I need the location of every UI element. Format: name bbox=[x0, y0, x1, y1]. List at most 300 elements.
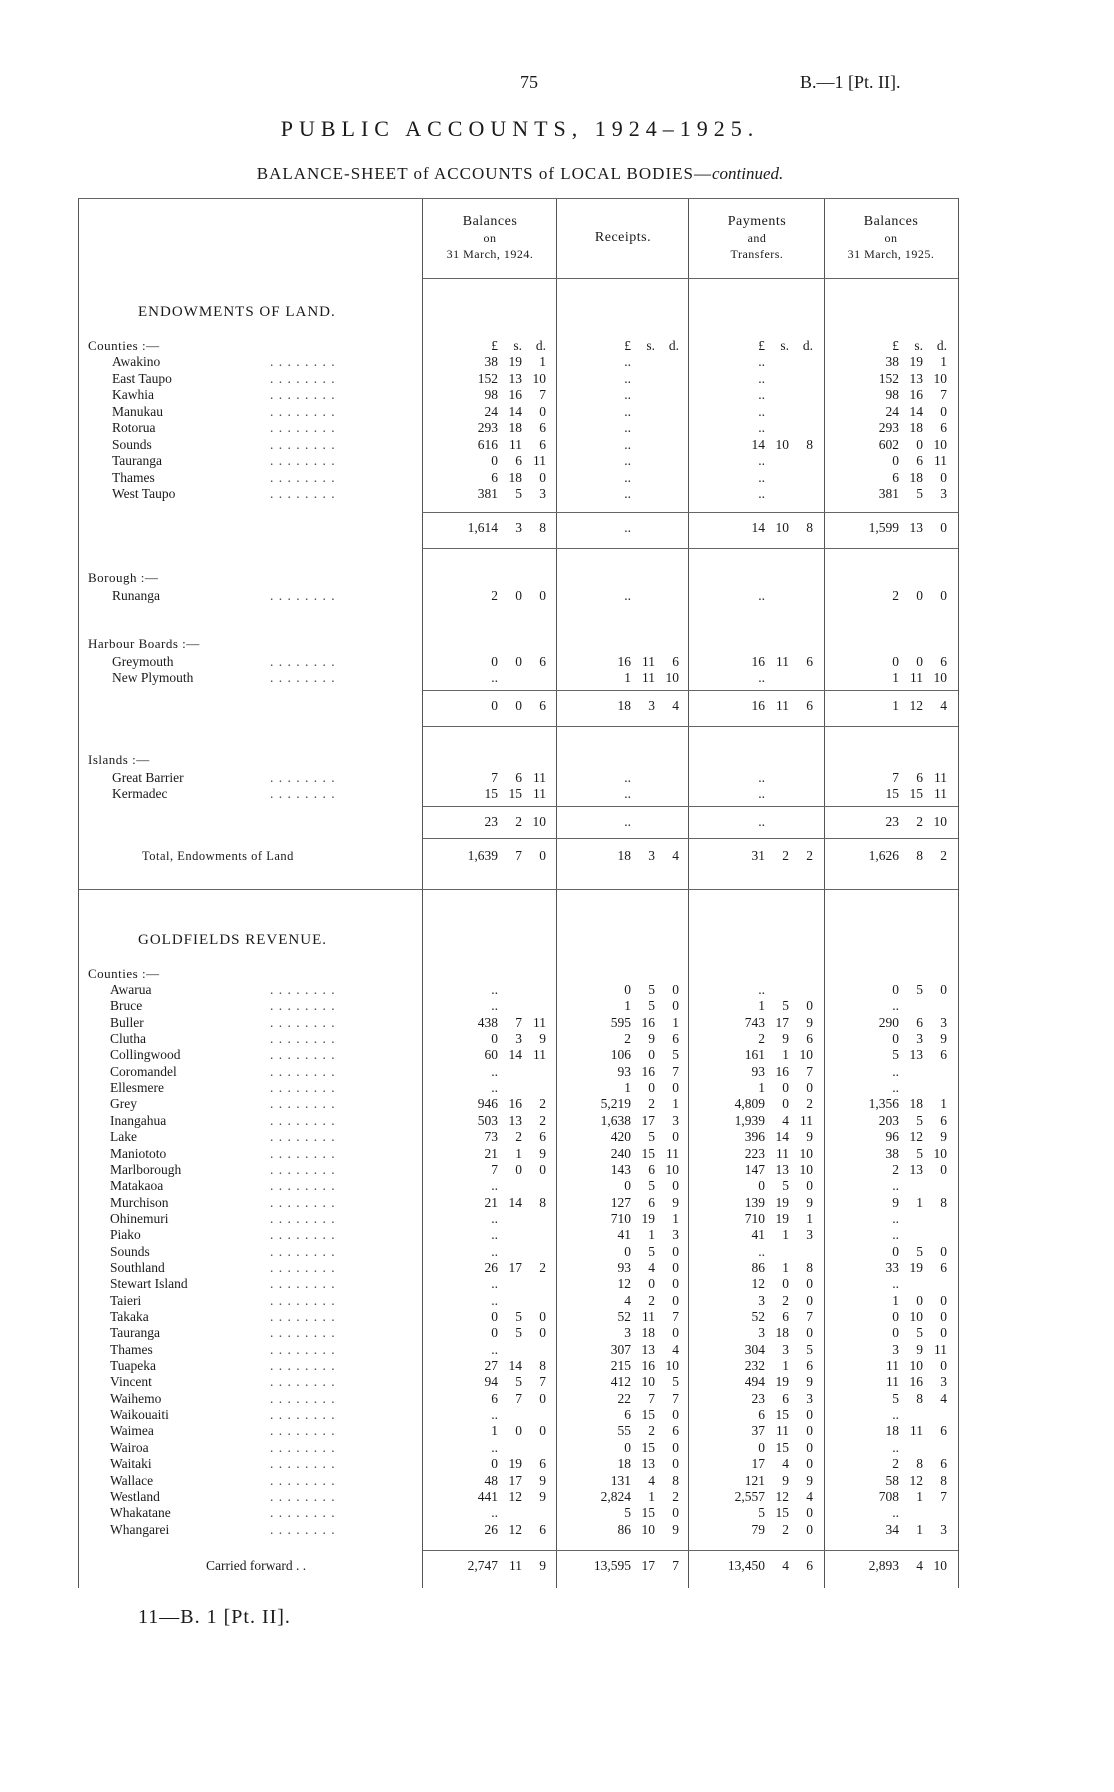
pounds-value: 18 bbox=[617, 1456, 631, 1472]
leader-dots: . . . . . . . . bbox=[270, 1129, 336, 1145]
pounds-value: .. bbox=[491, 1505, 498, 1521]
money-cell bbox=[826, 786, 956, 802]
pence-value: 9 bbox=[672, 1521, 679, 1537]
pence-value: 3 bbox=[940, 486, 947, 501]
subtotal-bottom-rule bbox=[422, 726, 958, 727]
pounds-value: 203 bbox=[878, 1112, 899, 1128]
pounds-value: 27 bbox=[484, 1358, 498, 1374]
shillings-value: 2 bbox=[648, 1423, 655, 1439]
goldfields-county-row bbox=[0, 1244, 1000, 1260]
money-cell bbox=[558, 1473, 688, 1489]
money-cell bbox=[558, 371, 688, 387]
pence-value: 6 bbox=[806, 698, 813, 713]
row-label: Grey bbox=[110, 1096, 137, 1112]
pounds-value: 412 bbox=[610, 1374, 631, 1390]
shillings-value: 15 bbox=[641, 1505, 655, 1521]
row-label: Murchison bbox=[110, 1194, 169, 1210]
goldfields-county-row bbox=[0, 1407, 1000, 1423]
pounds-value: 139 bbox=[744, 1194, 765, 1210]
pounds-value: .. bbox=[624, 403, 631, 419]
money-cell bbox=[424, 1096, 556, 1112]
row-label: Sounds bbox=[110, 1243, 150, 1259]
pounds-value: .. bbox=[892, 998, 899, 1014]
pounds-value: 17 bbox=[751, 1456, 765, 1472]
pence-value: 6 bbox=[539, 436, 546, 452]
row-label: Thames bbox=[110, 1341, 153, 1357]
pence-value: 10 bbox=[933, 814, 947, 829]
pence-value: 0 bbox=[672, 1178, 679, 1194]
leader-dots: . . . . . . . . bbox=[270, 770, 336, 785]
units-cell bbox=[826, 338, 956, 354]
money-cell bbox=[558, 1031, 688, 1047]
goldfields-county-row bbox=[0, 1309, 1000, 1325]
shillings-value: 6 bbox=[648, 1194, 655, 1210]
unit-label: s. bbox=[780, 338, 789, 353]
pounds-value: 37 bbox=[751, 1423, 765, 1439]
shillings-value: 2 bbox=[648, 1096, 655, 1112]
pounds-value: 73 bbox=[484, 1129, 498, 1145]
pounds-value: 16 bbox=[751, 698, 765, 713]
pounds-value: 710 bbox=[744, 1210, 765, 1226]
shillings-value: 5 bbox=[648, 998, 655, 1014]
pounds-value: 2,893 bbox=[868, 1558, 899, 1573]
row-label: Runanga bbox=[112, 588, 160, 603]
shillings-value: 13 bbox=[775, 1161, 789, 1177]
shillings-value: 16 bbox=[775, 1063, 789, 1079]
pence-value: 8 bbox=[672, 1472, 679, 1488]
shillings-value: 2 bbox=[648, 1292, 655, 1308]
row-label: Awakino bbox=[112, 354, 161, 369]
pence-value: 7 bbox=[806, 1309, 813, 1324]
shillings-value: 0 bbox=[782, 1096, 789, 1112]
shillings-value: 7 bbox=[515, 848, 522, 863]
money-cell bbox=[424, 654, 556, 670]
harbour-boards-label: Harbour Boards :— bbox=[88, 636, 200, 651]
pounds-value: .. bbox=[624, 370, 631, 386]
column-header-col3 bbox=[690, 214, 824, 262]
money-cell bbox=[826, 1047, 956, 1063]
pounds-value: 14 bbox=[751, 520, 765, 535]
pence-value: 4 bbox=[672, 698, 679, 713]
pounds-value: .. bbox=[624, 588, 631, 603]
pounds-value: 6 bbox=[892, 469, 899, 485]
leader-dots: . . . . . . . . bbox=[270, 1423, 336, 1439]
pounds-value: 0 bbox=[491, 1325, 498, 1341]
county-row bbox=[0, 387, 1000, 403]
shillings-value: 16 bbox=[508, 387, 522, 402]
shillings-value: 10 bbox=[775, 436, 789, 452]
pounds-value: .. bbox=[624, 453, 631, 468]
shillings-value: 3 bbox=[515, 520, 522, 535]
row-label: Tuapeka bbox=[110, 1358, 156, 1374]
shillings-value: 15 bbox=[775, 1407, 789, 1423]
shillings-value: 9 bbox=[916, 1341, 923, 1357]
goldfields-county-row bbox=[0, 1178, 1000, 1194]
pounds-value: 1 bbox=[624, 1080, 631, 1096]
shillings-value: 9 bbox=[648, 1031, 655, 1047]
money-cell bbox=[424, 387, 556, 403]
row-label: Takaka bbox=[110, 1309, 149, 1324]
pounds-value: 0 bbox=[491, 1309, 498, 1324]
pounds-value: 232 bbox=[744, 1358, 765, 1374]
shillings-value: 12 bbox=[508, 1488, 522, 1504]
pence-value: 0 bbox=[672, 1505, 679, 1521]
pence-value: 0 bbox=[539, 1390, 546, 1406]
shillings-value: 13 bbox=[508, 370, 522, 386]
row-label: Wairoa bbox=[110, 1439, 149, 1455]
pounds-value: 2,824 bbox=[600, 1488, 631, 1504]
shillings-value: 16 bbox=[641, 1063, 655, 1079]
shillings-value: 5 bbox=[515, 1325, 522, 1341]
pence-value: 6 bbox=[940, 1047, 947, 1063]
pence-value: 1 bbox=[940, 1096, 947, 1112]
shillings-value: 0 bbox=[515, 698, 522, 713]
money-cell bbox=[558, 404, 688, 420]
row-label: Maniototo bbox=[110, 1145, 167, 1161]
header-line: Balances bbox=[462, 214, 518, 229]
pounds-value: .. bbox=[758, 420, 765, 435]
shillings-value: 5 bbox=[515, 1374, 522, 1390]
shillings-value: 10 bbox=[641, 1374, 655, 1390]
pounds-value: 0 bbox=[491, 1031, 498, 1047]
subtotal-rule bbox=[422, 512, 958, 513]
shillings-value: 4 bbox=[782, 1456, 789, 1472]
money-cell bbox=[826, 1178, 956, 1194]
money-cell bbox=[424, 698, 556, 714]
money-cell bbox=[558, 1374, 688, 1390]
leader-dots: . . . . . . . . bbox=[270, 420, 336, 435]
pence-value: 9 bbox=[539, 1488, 546, 1504]
shillings-value: 1 bbox=[648, 1227, 655, 1243]
money-cell bbox=[826, 1374, 956, 1390]
money-cell bbox=[690, 982, 824, 998]
row-label: Bruce bbox=[110, 998, 143, 1014]
pounds-value: 240 bbox=[610, 1145, 631, 1161]
money-cell bbox=[558, 1440, 688, 1456]
pence-value: 2 bbox=[806, 1096, 813, 1112]
shillings-value: 3 bbox=[648, 848, 655, 863]
county-row bbox=[0, 486, 1000, 502]
shillings-value: 4 bbox=[648, 1259, 655, 1275]
pence-value: 0 bbox=[672, 1259, 679, 1275]
goldfields-county-row bbox=[0, 1227, 1000, 1243]
money-cell bbox=[558, 1146, 688, 1162]
pounds-value: .. bbox=[491, 1080, 498, 1096]
money-cell bbox=[558, 1260, 688, 1276]
pence-value: 3 bbox=[806, 1390, 813, 1406]
money-cell bbox=[424, 1227, 556, 1243]
pence-value: 0 bbox=[672, 998, 679, 1014]
pounds-value: 2 bbox=[892, 588, 899, 603]
shillings-value: 6 bbox=[515, 453, 522, 468]
shillings-value: 15 bbox=[775, 1505, 789, 1521]
money-cell bbox=[826, 1325, 956, 1341]
leader-dots: . . . . . . . . bbox=[270, 1488, 336, 1504]
money-cell bbox=[826, 470, 956, 486]
pence-value: 7 bbox=[806, 1063, 813, 1079]
money-cell bbox=[690, 470, 824, 486]
pounds-value: .. bbox=[758, 670, 765, 685]
pounds-value: 3 bbox=[758, 1325, 765, 1341]
pence-value: 0 bbox=[940, 588, 947, 603]
pounds-value: 48 bbox=[484, 1472, 498, 1488]
goldfields-county-row bbox=[0, 1047, 1000, 1063]
shillings-value: 12 bbox=[909, 1129, 923, 1145]
money-cell bbox=[558, 1047, 688, 1063]
pence-value: 9 bbox=[940, 1031, 947, 1047]
pounds-value: 0 bbox=[892, 1325, 899, 1341]
subtitle-main: BALANCE-SHEET of ACCOUNTS of LOCAL BODIES— bbox=[256, 164, 712, 183]
money-cell bbox=[690, 1293, 824, 1309]
pence-value: 0 bbox=[940, 520, 947, 535]
shillings-value: 5 bbox=[648, 1243, 655, 1259]
leader-dots: . . . . . . . . bbox=[270, 786, 336, 801]
pounds-value: 0 bbox=[624, 1439, 631, 1455]
pounds-value: .. bbox=[758, 1243, 765, 1259]
row-label: New Plymouth bbox=[112, 670, 194, 685]
pounds-value: 22 bbox=[617, 1390, 631, 1406]
pounds-value: 223 bbox=[744, 1145, 765, 1161]
row-label: East Taupo bbox=[112, 370, 172, 386]
money-cell bbox=[424, 470, 556, 486]
money-cell bbox=[424, 770, 556, 786]
pounds-value: .. bbox=[892, 1505, 899, 1521]
pence-value: 11 bbox=[934, 786, 947, 801]
carried-forward-label: Carried forward . . bbox=[206, 1558, 307, 1573]
money-cell bbox=[424, 670, 556, 686]
pence-value: 6 bbox=[539, 1521, 546, 1537]
pounds-value: 616 bbox=[477, 436, 498, 452]
row-label: Westland bbox=[110, 1488, 160, 1504]
pounds-value: 11 bbox=[886, 1358, 899, 1374]
money-cell bbox=[690, 1129, 824, 1145]
shillings-value: 17 bbox=[641, 1112, 655, 1128]
pence-value: 6 bbox=[539, 698, 546, 713]
pence-value: 0 bbox=[806, 1407, 813, 1423]
shillings-value: 15 bbox=[641, 1145, 655, 1161]
pence-value: 4 bbox=[940, 698, 947, 713]
leader-dots: . . . . . . . . bbox=[270, 1358, 336, 1374]
pence-value: 6 bbox=[539, 654, 546, 669]
money-cell bbox=[690, 1473, 824, 1489]
row-label: Kermadec bbox=[112, 786, 168, 801]
money-cell bbox=[558, 1244, 688, 1260]
money-cell bbox=[424, 1309, 556, 1325]
pence-value: 1 bbox=[539, 354, 546, 369]
page-number: 75 bbox=[520, 72, 538, 92]
pounds-value: 1 bbox=[892, 670, 899, 685]
money-cell bbox=[690, 1391, 824, 1407]
money-cell bbox=[558, 1505, 688, 1521]
row-label: Ellesmere bbox=[110, 1080, 164, 1096]
pence-value: 0 bbox=[539, 469, 546, 485]
pence-value: 9 bbox=[539, 1558, 546, 1573]
pounds-value: 1,356 bbox=[868, 1096, 899, 1112]
pence-value: 2 bbox=[539, 1112, 546, 1128]
money-cell bbox=[424, 404, 556, 420]
money-cell bbox=[424, 982, 556, 998]
pence-value: 7 bbox=[940, 387, 947, 402]
shillings-value: 0 bbox=[916, 654, 923, 669]
money-cell bbox=[826, 1309, 956, 1325]
money-cell bbox=[424, 998, 556, 1014]
money-cell bbox=[826, 1293, 956, 1309]
pence-value: 10 bbox=[933, 370, 947, 386]
shillings-value: 7 bbox=[515, 1390, 522, 1406]
pounds-value: 98 bbox=[885, 387, 899, 402]
money-cell bbox=[424, 1129, 556, 1145]
row-label: Whakatane bbox=[110, 1505, 171, 1521]
money-cell bbox=[690, 1015, 824, 1031]
header-line: Balances bbox=[863, 214, 919, 229]
pence-value: 8 bbox=[806, 520, 813, 535]
pounds-value: 2 bbox=[892, 1456, 899, 1472]
leader-dots: . . . . . . . . bbox=[270, 1505, 336, 1521]
goldfields-county-row bbox=[0, 1391, 1000, 1407]
pounds-value: .. bbox=[624, 387, 631, 402]
money-cell bbox=[558, 1558, 688, 1574]
pounds-value: 93 bbox=[617, 1259, 631, 1275]
shillings-value: 14 bbox=[508, 1358, 522, 1374]
table-top-rule bbox=[78, 198, 958, 199]
pounds-value: 16 bbox=[751, 654, 765, 669]
money-cell bbox=[424, 1211, 556, 1227]
money-cell bbox=[826, 1080, 956, 1096]
money-cell bbox=[558, 1456, 688, 1472]
shillings-value: 18 bbox=[909, 1096, 923, 1112]
money-cell bbox=[690, 404, 824, 420]
money-cell bbox=[690, 1260, 824, 1276]
harbour-row bbox=[0, 670, 1000, 686]
pence-value: 0 bbox=[940, 982, 947, 997]
money-cell bbox=[424, 1260, 556, 1276]
leader-dots: . . . . . . . . bbox=[270, 1080, 336, 1096]
money-cell bbox=[826, 420, 956, 436]
pounds-value: 0 bbox=[491, 698, 498, 713]
money-cell bbox=[424, 437, 556, 453]
pounds-value: 41 bbox=[751, 1227, 765, 1243]
pounds-value: 2 bbox=[758, 1031, 765, 1047]
pounds-value: 24 bbox=[885, 403, 899, 419]
pounds-value: 1,614 bbox=[467, 520, 498, 535]
pounds-value: 121 bbox=[744, 1472, 765, 1488]
money-cell bbox=[558, 387, 688, 403]
row-label: Stewart Island bbox=[110, 1276, 188, 1292]
county-row bbox=[0, 354, 1000, 370]
leader-dots: . . . . . . . . bbox=[270, 670, 336, 685]
shillings-value: 7 bbox=[648, 1390, 655, 1406]
money-cell bbox=[690, 998, 824, 1014]
money-cell bbox=[826, 371, 956, 387]
money-cell bbox=[558, 1293, 688, 1309]
shillings-value: 16 bbox=[641, 1358, 655, 1374]
shillings-value: 9 bbox=[782, 1472, 789, 1488]
money-cell bbox=[558, 420, 688, 436]
pence-value: 6 bbox=[806, 1031, 813, 1047]
pounds-value: .. bbox=[624, 520, 631, 535]
money-cell bbox=[558, 1407, 688, 1423]
pounds-value: 0 bbox=[758, 1178, 765, 1194]
shillings-value: 17 bbox=[508, 1259, 522, 1275]
shillings-value: 0 bbox=[782, 1276, 789, 1292]
shillings-value: 5 bbox=[782, 998, 789, 1014]
pounds-value: 38 bbox=[484, 354, 498, 369]
money-cell bbox=[558, 453, 688, 469]
pounds-value: 38 bbox=[885, 1145, 899, 1161]
money-cell bbox=[558, 654, 688, 670]
pounds-value: 7 bbox=[491, 1161, 498, 1177]
harbour-row bbox=[0, 654, 1000, 670]
money-cell bbox=[826, 1473, 956, 1489]
pounds-value: 26 bbox=[484, 1259, 498, 1275]
money-cell bbox=[690, 1558, 824, 1574]
pounds-value: 15 bbox=[885, 786, 899, 801]
shillings-value: 19 bbox=[909, 1259, 923, 1275]
pounds-value: 12 bbox=[751, 1276, 765, 1292]
goldfields-county-row bbox=[0, 1423, 1000, 1439]
pence-value: 6 bbox=[940, 1423, 947, 1439]
pence-value: 0 bbox=[806, 1325, 813, 1341]
pounds-value: .. bbox=[491, 1276, 498, 1292]
pounds-value: 0 bbox=[491, 1456, 498, 1472]
shillings-value: 4 bbox=[782, 1558, 789, 1573]
money-cell bbox=[424, 1146, 556, 1162]
money-cell bbox=[826, 698, 956, 714]
endowments-grand-total-row bbox=[0, 848, 1000, 864]
pounds-value: .. bbox=[758, 403, 765, 419]
pence-value: 9 bbox=[940, 1129, 947, 1145]
shillings-value: 16 bbox=[909, 387, 923, 402]
shillings-value: 0 bbox=[648, 1276, 655, 1292]
shillings-value: 17 bbox=[508, 1472, 522, 1488]
header-bottom-rule bbox=[422, 278, 958, 279]
leader-dots: . . . . . . . . bbox=[270, 1276, 336, 1292]
pounds-value: 11 bbox=[886, 1374, 899, 1390]
pounds-value: 1 bbox=[892, 698, 899, 713]
shillings-value: 0 bbox=[515, 1423, 522, 1439]
pounds-value: .. bbox=[624, 786, 631, 801]
money-cell bbox=[558, 786, 688, 802]
shillings-value: 11 bbox=[910, 1423, 923, 1439]
county-row bbox=[0, 420, 1000, 436]
money-cell bbox=[690, 453, 824, 469]
pence-value: 0 bbox=[940, 469, 947, 485]
shillings-value: 11 bbox=[776, 1423, 789, 1439]
pounds-value: .. bbox=[624, 770, 631, 785]
shillings-value: 2 bbox=[515, 814, 522, 829]
money-cell bbox=[424, 1505, 556, 1521]
leader-dots: . . . . . . . . bbox=[270, 1521, 336, 1537]
leader-dots: . . . . . . . . bbox=[270, 1210, 336, 1226]
pence-value: 11 bbox=[934, 770, 947, 785]
shillings-value: 3 bbox=[515, 1031, 522, 1047]
pence-value: 0 bbox=[806, 1505, 813, 1521]
money-cell bbox=[424, 1162, 556, 1178]
money-cell bbox=[826, 1260, 956, 1276]
money-cell bbox=[826, 1407, 956, 1423]
money-cell bbox=[826, 520, 956, 536]
pounds-value: 0 bbox=[892, 1031, 899, 1047]
pounds-value: 147 bbox=[744, 1161, 765, 1177]
pence-value: 11 bbox=[533, 786, 546, 801]
header-line: on bbox=[884, 231, 898, 245]
column-header-col2 bbox=[558, 230, 688, 246]
goldfields-county-row bbox=[0, 1162, 1000, 1178]
pence-value: 5 bbox=[672, 1374, 679, 1390]
shillings-value: 16 bbox=[508, 1096, 522, 1112]
pence-value: 0 bbox=[940, 1358, 947, 1374]
pounds-value: 94 bbox=[484, 1374, 498, 1390]
